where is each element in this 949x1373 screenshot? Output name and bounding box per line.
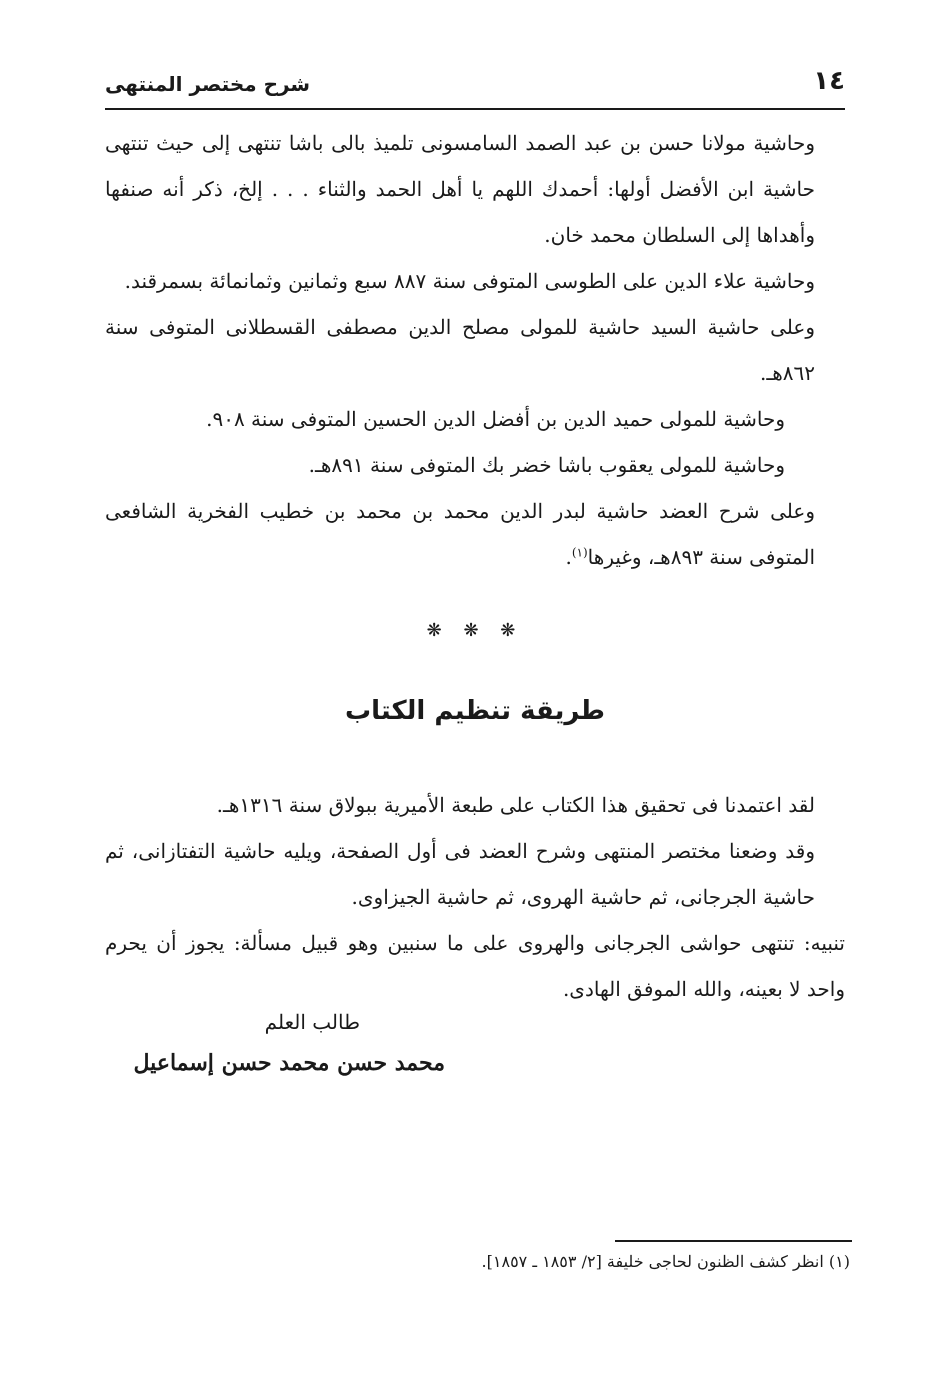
header-rule <box>105 108 845 110</box>
page-header <box>105 66 845 106</box>
paragraph-qastalani: وعلى حاشية السيد حاشية للمولى مصلح الدين مصطفى القسطلانى المتوفى سنة ٨٦٢هـ. <box>105 315 815 385</box>
paragraph-tusi: وحاشية علاء الدين على الطوسى المتوفى سنة ٨٨٧ سبع وثمانين وثمانمائة بسمرقند. <box>124 269 815 293</box>
section-separator: ❋ ❋ ❋ <box>426 620 524 641</box>
paragraph-edition: لقد اعتمدنا فى تحقيق هذا الكتاب على طبعة الأميرية ببولاق سنة ١٣١٦هـ. <box>216 793 815 817</box>
paragraph-badr-al-din <box>105 488 845 580</box>
paragraph-end-mark: . <box>565 545 572 569</box>
running-title: شرح مختصر المنتهى <box>105 72 311 96</box>
paragraph-hamid-al-din: وحاشية للمولى حميد الدين بن أفضل الدين الحسين المتوفى سنة ٩٠٨. <box>206 407 785 431</box>
footnote: (١) انظر كشف الظنون لحاجى خليفة [٢/ ١٨٥٣ ـ ١٨٥٧]. <box>481 1252 850 1271</box>
commentaries-list <box>105 120 845 580</box>
methodology-section <box>105 782 845 1012</box>
page-number: ١٤ <box>813 66 845 96</box>
footnote-rule <box>615 1240 852 1242</box>
footnote-reference: (١) <box>571 545 588 560</box>
paragraph-badr-al-din-text: وعلى شرح العضد حاشية لبدر الدين محمد بن محمد بن خطيب الفخرية الشافعى المتوفى سنة ٨٩٣هـ، وغيرها <box>105 499 815 569</box>
paragraph-arrangement: وقد وضعنا مختصر المنتهى وشرح العضد فى أول الصفحة، ويليه حاشية التفتازانى، ثم حاشية الجرجانى، ثم حاشية الهروى، ثم حاشية الجيزاوى. <box>105 839 815 909</box>
signature-name: محمد حسن محمد حسن إسماعيل <box>133 1050 445 1076</box>
paragraph-note: تنبيه: تنتهى حواشى الجرجانى والهروى على ما سنبين وهو قبيل مسألة: يجوز أن يحرم واحد لا بعينه، والله الموفق الهادى. <box>105 931 845 1001</box>
paragraph-samsuni: وحاشية مولانا حسن بن عبد الصمد السامسونى تلميذ بالى باشا تنتهى إلى حيث تنتهى حاشية ابن الأفضل أولها: أحمدك اللهم يا أهل الحمد والثناء . . . إلخ، ذكر أنه صنفها وأهداها إلى السلطان محمد خان. <box>105 131 815 247</box>
section-title: طريقة تنظيم الكتاب <box>344 696 605 726</box>
paragraph-yaqub-pasha: وحاشية للمولى يعقوب باشا خضر بك المتوفى سنة ٨٩١هـ. <box>308 453 785 477</box>
signature-role: طالب العلم <box>264 1010 360 1034</box>
